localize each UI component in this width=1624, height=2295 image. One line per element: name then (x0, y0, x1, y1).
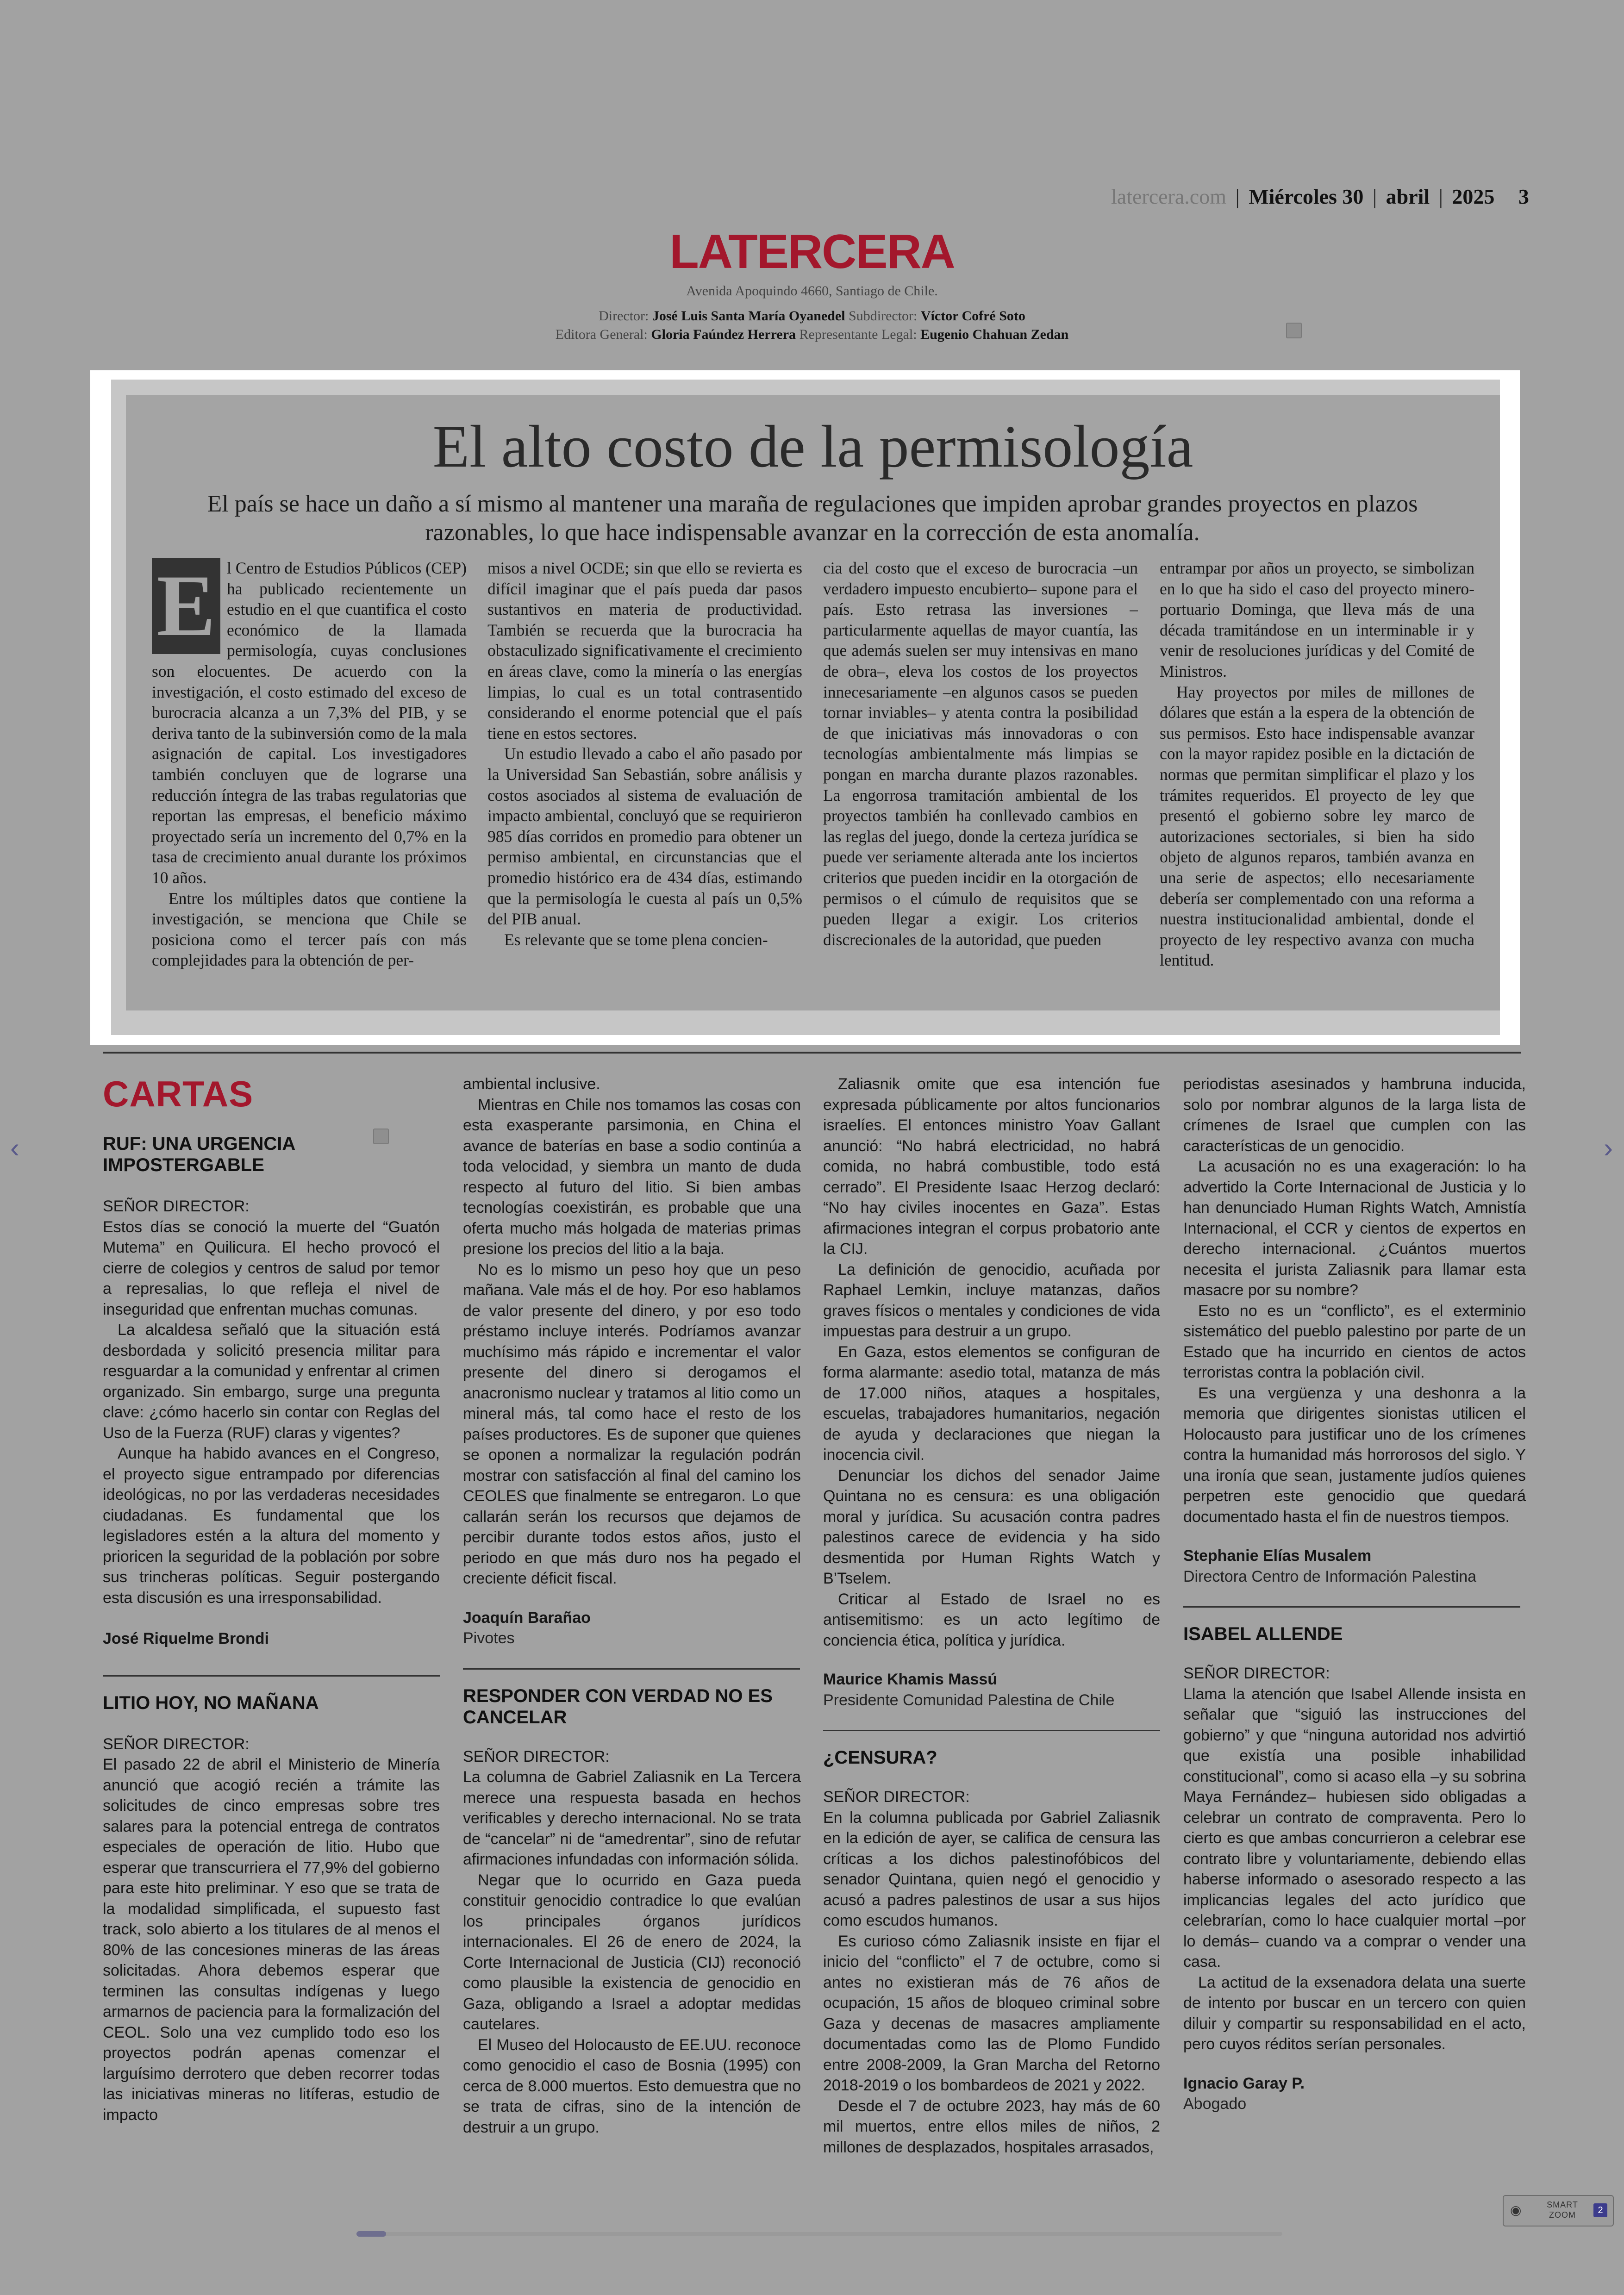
next-page-arrow[interactable]: › (1604, 1132, 1613, 1163)
editorial-column-4 (1160, 558, 1474, 998)
dropcap: E (152, 558, 220, 654)
paragraph: El Museo del Holocausto de EE.UU. reconoce como genocidio el caso de Bosnia (1995) con cerca de 8.000 muertos. Esto demuestra que no se trata de cifras, sino de la intención de destruir a un grupo. (463, 2036, 801, 2136)
letter-signature: José Riquelme Brondi (103, 1630, 269, 1647)
legal-rep-name: Eugenio Chahuan Zedan (920, 327, 1069, 342)
separator: | (1438, 185, 1443, 208)
paragraph: Esto no es un “conflicto”, es el exterminio sistemático del pueblo palestino por parte de un Estado que ha incurrido en cientos de actos terroristas contra la población civil. (1183, 1302, 1526, 1381)
paragraph: Negar que lo ocurrido en Gaza pueda constituir genocidio contradice lo que evalúan los principales órganos jurídicos internacionales. El 26 de enero de 2024, la Corte Internacional de Justicia (CIJ) reconoció como plausible la existencia de genocidio en Gaza, obligando a Israel a adoptar medidas cautelares. (463, 1871, 801, 2033)
paragraph: Es curioso cómo Zaliasnik insiste en fijar el inicio del “conflicto” el 7 de octubre, como si antes no existieran más de 76 años de ocupación, 15 años de bloqueo criminal sobre Gaza y decenas de masacres ampliamente documentadas como las de Plomo Fundido entre 2008-2009, la Gran Marcha del Retorno 2018-2019 o los bombardeos de 2021 y 2022. (823, 1932, 1160, 2094)
editorial-column-1 (152, 558, 467, 998)
letter-signature: Joaquín Barañao (463, 1609, 591, 1627)
paragraph: En Gaza, estos elementos se configuran de forma alarmante: asedio total, matanza de más de 17.000 niños, ataques a hospitales, escuelas, trabajadores humanitarios, negación de ayuda y declaraciones que niegan la inocencia civil. (823, 1343, 1160, 1464)
paragraph: Entre los múltiples datos que contiene la investigación, se menciona que Chile se posiciona como el tercer país con más complejidades para la obtención de per- (152, 889, 467, 970)
smart-zoom-toggle[interactable] (1503, 2195, 1614, 2226)
letter-salutation: SEÑOR DIRECTOR: (103, 1735, 250, 1753)
paragraph: Es relevante que se tome plena concien- (504, 930, 768, 949)
letter-signature: Ignacio Garay P. (1183, 2074, 1305, 2092)
hotspot-icon[interactable] (1286, 323, 1302, 338)
paragraph: Mientras en Chile nos tomamos las cosas con esta exasperante parsimonia, en China el avance de baterías en base a sodio continúa a toda velocidad, y siembra un manto de duda respecto al futuro del litio. Si bien ambas tecnologías coexistirán, es probable que una oferta mucho más holgada de materias primas presione los precios del litio a la baja. (463, 1096, 801, 1258)
paragraph: Desde el 7 de octubre 2023, hay más de 60 mil muertos, entre ellos miles de niños, 2 millones de desplazados, hospitales arrasados, (823, 2097, 1160, 2156)
letter-signer-role: Presidente Comunidad Palestina de Chile (823, 1691, 1115, 1709)
paragraph: La definición de genocidio, acuñada por Raphael Lemkin, incluye matanzas, daños graves físicos o mentales y condiciones de vida impuestas para destruir a un grupo. (823, 1260, 1160, 1340)
letter-divider (103, 1675, 440, 1677)
editorial-column-3 (823, 558, 1138, 998)
masthead-director-line: Director: José Luis Santa María Oyanedel Subdirector: Víctor Cofré Soto (599, 308, 1025, 324)
letter-salutation: SEÑOR DIRECTOR: (823, 1788, 970, 1806)
letter-salutation: SEÑOR DIRECTOR: (1183, 1665, 1330, 1682)
letter-salutation: SEÑOR DIRECTOR: (103, 1197, 250, 1215)
letters-column-1 (103, 1133, 440, 2125)
page-number: 3 (1518, 185, 1529, 208)
eye-icon: ◉ (1510, 2203, 1522, 2217)
site-name[interactable]: latercera.com (1111, 185, 1226, 208)
letter-headline: LITIO HOY, NO MAÑANA (103, 1692, 319, 1713)
paragraph: misos a nivel OCDE; sin que ello se revierta es difícil imaginar que el país pueda dar pasos sustantivos en materia de productividad. También se recuerda que la burocracia ha obstaculizado significativamente el crecimiento en áreas clave, como la minería o las energías limpias, lo cual es un total contrasentido considerando el enorme potencial que el país tiene en estos sectores. (487, 559, 802, 742)
paragraph: l Centro de Estudios Públicos (CEP) ha publicado recientemente un estudio en el que cuantifica el costo económico de la llamada permisología, cuyas conclusiones son elocuentes. De acuerdo con la investigación, el costo estimado del exceso de burocracia alcanza a un 7,3% del PIB, y se deriva tanto de la subinversión como de la mala asignación de capital. Los investigadores también concluyen que de lograrse una reducción íntegra de las trabas regulatorias que reportan las empresas, el beneficio máximo proyectado sería un incremento del 0,7% en la tasa de crecimiento anual durante los próximos 10 años. (152, 559, 467, 887)
paragraph: El pasado 22 de abril el Ministerio de Minería anunció que acogió recién a trámite las solicitudes de cinco empresas sobre tres salares para la potencial entrega de contratos especiales de operación de litio. Hubo que esperar que transcurriera el 77,9% del gobierno para este hito preliminar. Y eso que se trata de la modalidad simplificada, el supuesto fast track, solo abierto a los titulares de al menos el 80% de las concesiones mineras de las áreas solicitadas. Ahora debemos esperar que terminen las consultas indígenas y luego armarnos de paciencia para la formalización del CEOL. Solo una vez cumplido todo eso los proyectos podrán apenas comenzar el larguísimo derrotero que deben recorrer todas las iniciativas mineras no litíferas, estudio de impacto (103, 1756, 440, 2124)
paragraph: ambiental inclusive. (463, 1075, 600, 1093)
paragraph: La actitud de la exsenadora delata una suerte de intento por buscar en un tercero con quien diluir y compartir su responsabilidad en el acto, pero cuyos réditos serían personales. (1183, 1973, 1526, 2053)
paragraph: Llama la atención que Isabel Allende insista en señalar que “siguió las instrucciones del gobierno” y que “ninguna autoridad nos advirtió que existía una posible inhabilidad constitucional”, como si acaso ella –y su sobrina Maya Fernández– hubiesen sido obligadas a celebrar un contrato de compraventa. Pero lo cierto es que ambas concurrieron a celebrar ese contrato libre y voluntariamente, debiendo ellas haberse informado o asesorado respecto a las implicancias legales del acto jurídico que celebrarían, como lo hace cualquier mortal –por lo demás– cuando va a comprar o vender una casa. (1183, 1685, 1526, 1971)
date-month: abril (1386, 185, 1430, 208)
editorial-column-2 (487, 558, 802, 998)
prev-page-arrow[interactable]: ‹ (10, 1132, 19, 1163)
paragraph: La alcaldesa señaló que la situación está desbordada y solicitó presencia militar para resguardar a la comunidad y enfrentar al crimen organizado. Sin embargo, surge una pregunta clave: ¿cómo hacerlo sin contar con Reglas del Uso de la Fuerza (RUF) claras y vigentes? (103, 1321, 440, 1442)
smart-zoom-label: SMART ZOOM (1547, 2200, 1578, 2220)
paragraph: Hay proyectos por miles de millones de dólares que están a la espera de la obtención de sus permisos. Esto hace indispensable avanzar con la mayor rapidez posible en la dictación de normas que permitan simplificar el plazo y los trámites requeridos. El proyecto de ley que presentó el gobierno sobre ley marco de autorizaciones sectoriales, si bien ha sido objeto de algunos reparos, también avanza en una serie de aspectos; ello necesariamente debería ser complementado con una reforma a nuestra institucionalidad ambiental, donde el proyecto de ley respectivo avanza con mucha lentitud. (1160, 682, 1474, 970)
paragraph: La columna de Gabriel Zaliasnik en La Tercera merece una respuesta basada en hechos verificables y derecho internacional. No se trata de “cancelar” ni de “amedrentar”, sino de refutar afirmaciones infundadas con información sólida. (463, 1768, 801, 1868)
editorial-title: El alto costo de la permisología (432, 413, 1193, 480)
editorial-subtitle: El país se hace un daño a sí mismo al mantener una maraña de regulaciones que impiden aprobar grandes proyectos en plazos razonables, lo que hace indispensable avanzar en la corrección de esta anomalía. (207, 491, 1418, 546)
paragraph: cia del costo que el exceso de burocracia –un verdadero impuesto encubierto– supone para el país. Esto retrasa las inversiones –particularmente aquellas de mayor cuantía, las que además suelen ser muy intensivas en mano de obra–, eleva los costos de los proyectos innecesariamente –en algunos casos se pueden tornar inviables– y atenta contra la posibilidad de que iniciativas más innovadoras o con tecnologías ambientalmente más limpias se pongan en marcha durante plazos razonables. La engorrosa tramitación ambiental de los proyectos también ha conllevado cambios en las reglas del juego, donde la certeza jurídica se puede ver seriamente alterada ante los inciertos criterios que pueden incidir en la otorgación de permisos o el cúmulo de requisitos que se pueden llegar a exigir. Los criterios discrecionales de la autoridad, que pueden (823, 559, 1138, 949)
letter-headline: ISABEL ALLENDE (1183, 1624, 1343, 1644)
paragraph: Un estudio llevado a cabo el año pasado por la Universidad San Sebastián, sobre análisis y costos asociados al sistema de evaluación de impacto ambiental, concluyó que se requirieron 985 días corridos en promedio para obtener un permiso ambiental, en circunstancias que el promedio histórico era de 434 días, estimando que la permisología le cuesta al país un 0,5% del PIB anual. (487, 744, 802, 929)
cartas-section-title: CARTAS (103, 1073, 254, 1114)
letter-signer-role: Pivotes (463, 1629, 515, 1647)
letter-divider (1183, 1606, 1520, 1608)
director-name: José Luis Santa María Oyanedel (652, 308, 845, 324)
paragraph: En la columna publicada por Gabriel Zaliasnik en la edición de ayer, se califica de censura las críticas a los dichos palestinofóbicos del senador Quintana, quien negó el genocidio y acusó a padres palestinos de usar a sus hijos como escudos humanos. (823, 1809, 1160, 1929)
masthead-editor-line: Editora General: Gloria Faúndez Herrera Representante Legal: Eugenio Chahuan Zedan (555, 327, 1069, 342)
letter-divider (823, 1730, 1160, 1731)
date-weekday: Miércoles 30 (1249, 185, 1364, 208)
letter-signer-role: Directora Centro de Información Palestina (1183, 1567, 1477, 1585)
separator: | (1235, 185, 1240, 208)
page-scrollbar-track[interactable] (356, 2232, 1282, 2236)
letter-signature: Stephanie Elías Musalem (1183, 1547, 1372, 1565)
letters-column-3 (823, 1074, 1160, 2158)
letters-column-2 (463, 1074, 801, 2138)
paragraph: entrampar por años un proyecto, se simbolizan en lo que ha sido el caso del proyecto minero-portuario Dominga, que lleva más de una década tramitándose en un interminable ir y venir de resoluciones jurídicas y del Comité de Ministros. (1160, 559, 1474, 680)
paragraph: periodistas asesinados y hambruna inducida, solo por nombrar algunos de la larga lista de crímenes de Israel que cumplen con las características de un genocidio. (1183, 1075, 1526, 1155)
letter-headline: RESPONDER CON VERDAD NO ES CANCELAR (463, 1685, 773, 1727)
letter-headline: ¿CENSURA? (823, 1747, 937, 1768)
letter-salutation: SEÑOR DIRECTOR: (463, 1747, 610, 1765)
letter-signature: Maurice Khamis Massú (823, 1671, 998, 1688)
paragraph: La acusación no es una exageración: lo ha advertido la Corte Internacional de Justicia y lo han denunciado Human Rights Watch, Amnistía Internacional, el CCR y cientos de expertos en derecho internacional. ¿Cuántos muertos necesita el jurista Zaliasnik para llamar esta masacre por su nombre? (1183, 1158, 1526, 1299)
paragraph: Denunciar los dichos del senador Jaime Quintana no es censura: es una obligación moral y jurídica. Su acusación contra padres palestinos carece de evidencia y ha sido desmentida por Human Rights Watch y B’Tselem. (823, 1466, 1160, 1587)
paragraph: No es lo mismo un peso hoy que un peso mañana. Vale más el de hoy. Por eso hablamos de valor presente del dinero, y por eso todo préstamo incluye interés. Podríamos avanzar muchísimo más rápido e incrementar el valor presente del dinero si derogamos el anacronismo nuclear y tratamos al litio como un mineral más, tal como hace el resto de los países productores. Es de suponer que quienes se oponen a normalizar la regulación podrán mostrar con satisfacción al final del camino los CEOLES que finalmente se entregaron. Lo que callarán serán los recursos que dejamos de percibir durante todos estos años, justo el periodo en que más duro nos ha pegado el creciente déficit fiscal. (463, 1260, 801, 1587)
paragraph: Estos días se conoció la muerte del “Guatón Mutema” en Quilicura. El hecho provocó el cierre de colegios y centros de salud por temor a represalias, lo que refleja el nivel de inseguridad que enfrentan muchas comunas. (103, 1218, 440, 1318)
paragraph: Es una vergüenza y una deshonra a la memoria que dirigentes sionistas utilicen el Holocausto para justificar uno de los crímenes contra la humanidad más horrorosos del siglo. Y una ironía que sean, justamente judíos quienes perpetren este genocidio que quedará documentado hasta el fin de nuestros tiempos. (1183, 1384, 1526, 1526)
letter-divider (463, 1668, 800, 1670)
paragraph: Aunque ha habido avances en el Congreso, el proyecto sigue entrampado por diferencias ideológicas, no por las verdaderas necesidades ciudadanas. Es fundamental que los legisladores estén a la altura del momento y prioricen la seguridad de la población por sobre sus trincheras políticas. Seguir postergando esta discusión es una irresponsabilidad. (103, 1445, 440, 1607)
smart-zoom-count: 2 (1593, 2203, 1607, 2217)
date-year: 2025 (1452, 185, 1495, 208)
separator: | (1372, 185, 1377, 208)
page-scrollbar-thumb[interactable] (356, 2231, 386, 2237)
letter-signer-role: Abogado (1183, 2095, 1247, 2113)
paragraph: Zaliasnik omite que esa intención fue expresada públicamente por altos funcionarios israelíes. El entonces ministro Yoav Gallant anunció: “No habrá electricidad, no habrá comida, no habrá combustible, todo está cerrado”. El Presidente Isaac Herzog declaró: “No hay civiles inocentes en Gaza”. Estas afirmaciones integran el corpus probatorio ante la CIJ. (823, 1075, 1160, 1258)
letters-column-4 (1183, 1074, 1526, 2114)
newspaper-logo: LATERCERA (669, 225, 955, 279)
letter-headline: RUF: UNA URGENCIA IMPOSTERGABLE (103, 1134, 295, 1175)
editor-name: Gloria Faúndez Herrera (651, 327, 796, 342)
paragraph: Criticar al Estado de Israel no es antisemitismo: es un acto legítimo de conciencia ética, política y jurídica. (823, 1590, 1160, 1649)
subdirector-name: Víctor Cofré Soto (920, 308, 1025, 324)
section-rule (103, 1052, 1521, 1054)
masthead-address: Avenida Apoquindo 4660, Santiago de Chile. (686, 283, 938, 299)
page-header (1111, 184, 1529, 209)
